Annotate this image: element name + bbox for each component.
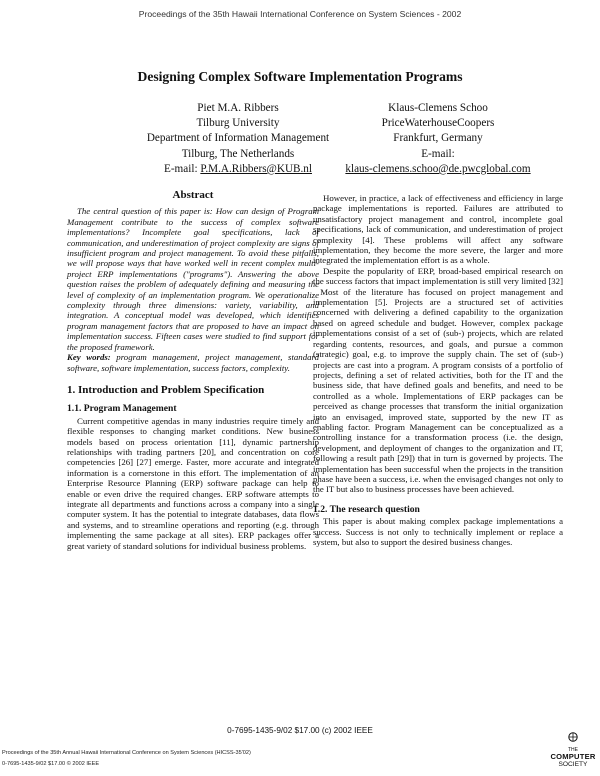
author-block-2 [313, 101, 563, 177]
author-affiliation: PriceWaterhouseCoopers [381, 117, 495, 130]
subsection-heading: 1.2. The research question [313, 503, 420, 515]
author-department: Department of Information Management [146, 132, 330, 145]
right-column [313, 193, 563, 547]
author-name: Klaus-Clemens Schoo [388, 102, 488, 114]
left-column [67, 190, 319, 551]
logo-computer-text: COMPUTER [550, 752, 596, 761]
keywords-label: Key words: [67, 352, 111, 363]
author-email-link[interactable]: P.M.A.Ribbers@KUB.nl [200, 162, 312, 175]
body-paragraph: Despite the popularity of ERP, broad-based empirical research on the success factors that impact implementation is still very limited [32] . Most of the literature has focused on project management and implementation [5]. Projects are a structured set of activities concerned with delivering a defined capability to the organization based on agreed schedule and budget. However, complex package implementations consist of a set of (sub-) projects, which are related regarding contents, resources, and goals, and pursue a common (strategic) goal, e.g. to improve the supply chain. The set of (sub-) projects are cast into a program. A program consists of a portfolio of projects, defining a set of related activities, both for the IT and the business side, that have defined goals and benefits, and need to be controlled as a whole. Implementations of ERP packages can be perceived as change processes that transform the initial organization into an envisaged, improved state, supported by the new IT as enabling factor. Program Management can be conceptualized as a controlling instance for a transformation process (i.e. the design, development, and deployment of changes to the organization and IT, following a result path [29]) that in turn is governed by projects. The implementation has been successful when the projects in the transition phase have been a success, i.e. when the envisaged changes not only to the IT but also to business processes have been achieved. [313, 265, 563, 495]
keywords [67, 352, 319, 373]
body-paragraph: This paper is about making complex package implementations a success. Success is not only to technically implement or replace a system, but also to support the desired business changes. [313, 516, 563, 547]
society-emblem-icon [566, 732, 580, 742]
author-email-link[interactable]: klaus-clemens.schoo@de.pwcglobal.com [345, 162, 531, 175]
body-paragraph: Current competitive agendas in many industries require timely and flexible responses to changing market conditions. New business models based on process orientation [11], dynamic partnership relationships with trading partners [20], and concentration on core competencies [26] [27] emerge. Faster, more accurate and integrated information is a cornerstone in this effort. The implementation of an Enterprise Resource Planning (ERP) software package can help to enable or even drive the required changes. ERP software attempts to integrate all departments and functions across a company into a single computer system. It has the potential to integrate databases, data flows and systems, and to streamline operations and reporting (e.g. through implementing the same package at all sites). ERP packages offer a great variety of standard solutions for individual business problems. [67, 415, 319, 551]
subsection-heading: 1.1. Program Management [67, 403, 177, 415]
copyright-footer: 0-7695-1435-9/02 $17.00 (c) 2002 IEEE [227, 726, 373, 735]
paper-title: Designing Complex Software Implementation Programs [137, 69, 463, 84]
conference-header: Proceedings of the 35th Hawaii International Conference on System Sciences - 2002 [138, 9, 462, 19]
computer-society-logo [548, 729, 598, 768]
author-name: Piet M.A. Ribbers [197, 102, 279, 114]
author-location: Frankfurt, Germany [393, 132, 483, 145]
proceedings-footer: Proceedings of the 35th Annual Hawaii International Conference on System Sciences (HICSS-35'02) [2, 750, 251, 756]
body-paragraph: However, in practice, a lack of effectiveness and efficiency in large package implementations is reported. Failures are attributed to unsatisfactory project management and control, incomplete goal specifications, lack of communication, and underestimation of project complexity [4]. These problems will affect any software implementation, they become the more severe, the larger and more integrated the implementation effort is as a whole. [313, 193, 563, 266]
email-label: E-mail: [421, 147, 455, 160]
logo-the-text: THE [568, 747, 578, 753]
abstract-heading: Abstract [172, 189, 214, 201]
abstract-text: The central question of this paper is: How can design of Program Management contribute to the success of complex software implementations? Incomplete goal specifications, lack of communication, and underestimation of project complexity are signs of insufficient program and project management. To avoid these pitfalls, we will propose ways that have worked well in recent complex multi-project ERP implementations ("programs"). Answering the above question raises the problem of adequately defining and measuring the level of complexity of an implementation program. We operationalize complexity through three dimensions: variety, variability, and integration. A conceptual model was developed, which identifies program management factors that are proposed to have an impact on implementation success. Fifteen cases were studied to find support for the proposed framework. [67, 206, 319, 352]
keywords-text: program management, project management, standard software, software implementation, success factors, complexity. [67, 352, 319, 373]
email-label: E-mail: [164, 162, 201, 175]
author-location: Tilburg, The Netherlands [181, 147, 295, 160]
section-heading: 1. Introduction and Problem Specification [67, 383, 265, 396]
author-affiliation: Tilburg University [196, 117, 280, 130]
isbn-footer: 0-7695-1435-9/02 $17.00 © 2002 IEEE [2, 761, 100, 767]
logo-society-text: SOCIETY [558, 761, 588, 768]
